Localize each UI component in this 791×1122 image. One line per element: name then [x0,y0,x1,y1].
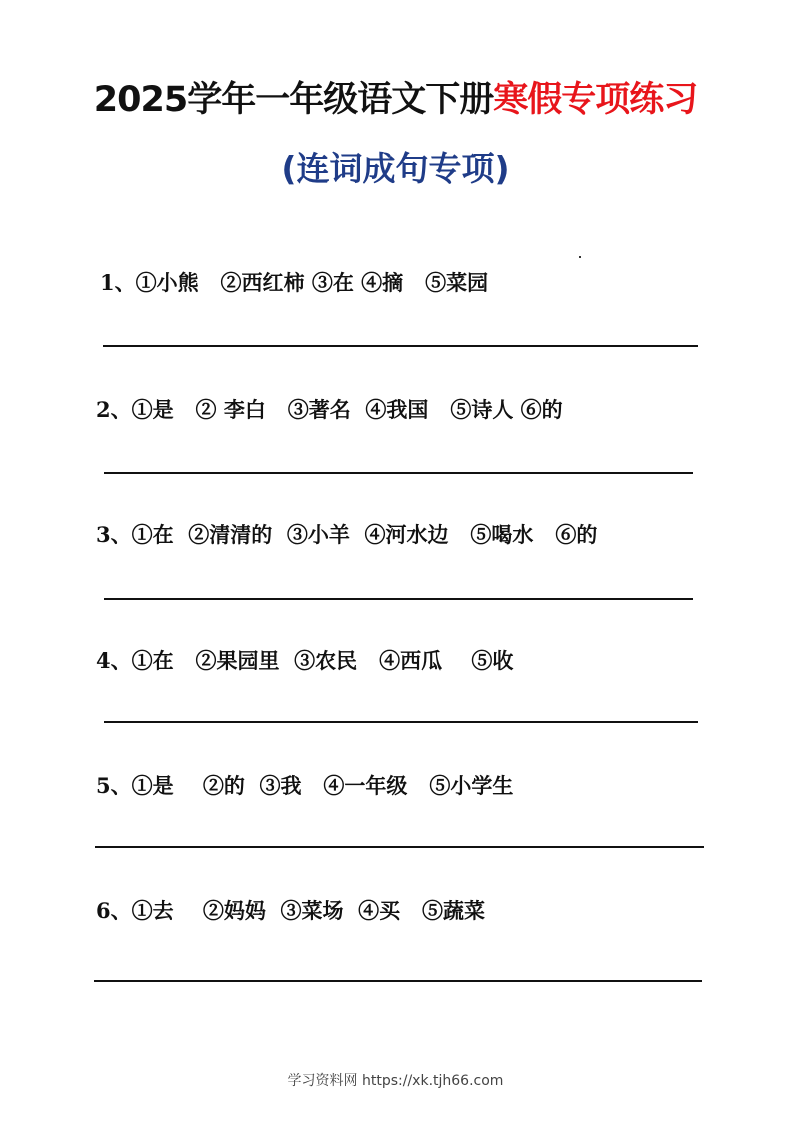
answer-line-2[interactable] [104,472,693,474]
question-5: 5、①是 ②的 ③我 ④一年级 ⑤小学生 [96,773,514,798]
question-4: 4、①在 ②果园里 ③农民 ④西瓜 ⑤收 [96,648,514,673]
question-1: 1、①小熊 ②西红柿 ③在 ④摘 ⑤菜园 [100,270,489,295]
answer-line-6[interactable] [94,980,702,982]
page-subtitle: (连词成句专项) [281,149,510,188]
title-part-black: 2025学年一年级语文下册 [93,80,494,120]
stray-dot [579,256,581,258]
answer-line-3[interactable] [104,598,693,600]
answer-line-4[interactable] [104,721,698,723]
page-title [0,72,791,128]
question-6: 6、①去 ②妈妈 ③菜场 ④买 ⑤蔬菜 [96,898,486,923]
title-part-red: 寒假专项练习 [493,80,698,120]
question-3: 3、①在 ②清清的 ③小羊 ④河水边 ⑤喝水 ⑥的 [96,522,598,547]
question-2: 2、①是 ② 李白 ③著名 ④我国 ⑤诗人 ⑥的 [96,397,563,422]
answer-line-1[interactable] [103,345,698,347]
footer-watermark: 学习资料网 https://xk.tjh66.com [287,1073,504,1089]
answer-line-5[interactable] [95,846,704,848]
